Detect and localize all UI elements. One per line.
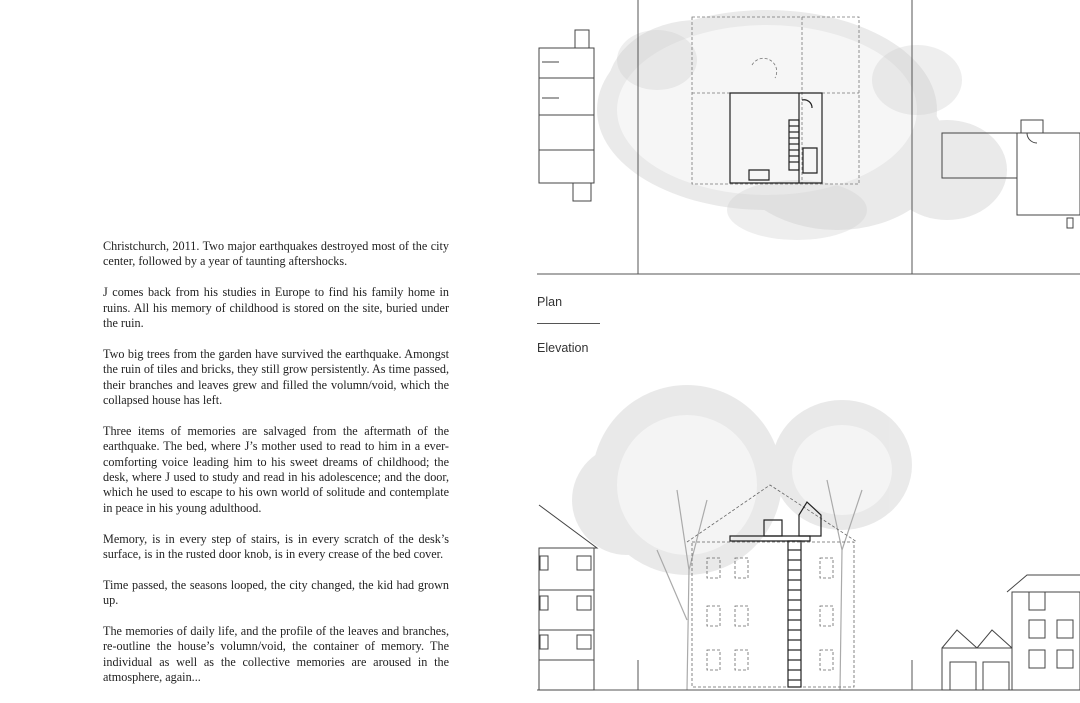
neighbor-buildings-right-elevation bbox=[942, 575, 1080, 690]
paragraph-2: J comes back from his studies in Europe to find his family home in ruins. All his memory of childhood is stored on the site, buried under the ruin. bbox=[103, 285, 449, 331]
plan-label: Plan bbox=[537, 295, 563, 309]
elevation-drawing bbox=[537, 370, 1080, 703]
plan-drawing bbox=[537, 0, 1080, 280]
neighbor-house-left-plan bbox=[539, 30, 594, 201]
narrative-text bbox=[103, 239, 449, 701]
paragraph-5: Memory, is in every step of stairs, is in every scratch of the desk’s surface, is in the rusted door knob, is in every crease of the bed cover. bbox=[103, 531, 449, 562]
label-divider bbox=[537, 323, 600, 324]
paragraph-6: Time passed, the seasons looped, the city changed, the kid had grown up. bbox=[103, 577, 449, 608]
paragraph-4: Three items of memories are salvaged from the aftermath of the earthquake. The bed, where J’s mother used to read to him in a ever-comforting voice leading him to his sweet dreams of childhood; the desk, where J used to study and read in his adolescence; and the door, which he used to escape to his own world of solitude and contemplate in peace in his young adulthood. bbox=[103, 423, 449, 515]
paragraph-1: Christchurch, 2011. Two major earthquakes destroyed most of the city center, followed by a year of taunting aftershocks. bbox=[103, 239, 449, 269]
elevation-label: Elevation bbox=[537, 341, 589, 355]
paragraph-3: Two big trees from the garden have survived the earthquake. Amongst the ruin of tiles and bricks, they still grow persistently. As time passed, their branches and leaves grew and filled the volumn/void, which the collapsed house has left. bbox=[103, 346, 449, 408]
paragraph-7: The memories of daily life, and the profile of the leaves and branches, re-outline the house’s volumn/void, the container of memory. The individual as well as the collective memories are aroused in the atmosphere, again... bbox=[103, 624, 449, 685]
